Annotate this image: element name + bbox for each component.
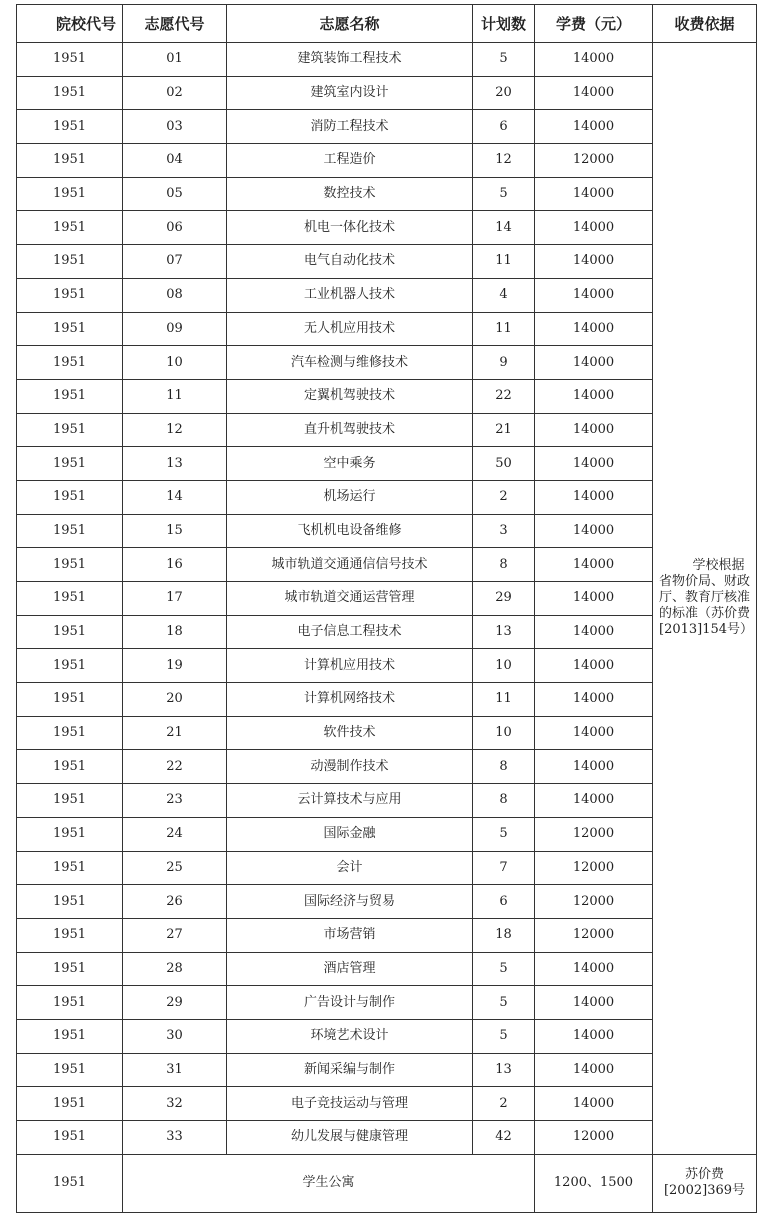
cell-tuition: 14000 [535, 784, 653, 818]
cell-plan: 4 [473, 278, 535, 312]
table-row [17, 1087, 757, 1121]
dorm-row [17, 1154, 757, 1212]
cell-plan: 21 [473, 413, 535, 447]
cell-major-code: 11 [123, 379, 227, 413]
cell-school-code: 1951 [17, 1121, 123, 1155]
cell-tuition: 14000 [535, 683, 653, 717]
cell-school-code: 1951 [17, 211, 123, 245]
header-tuition: 学费（元） [535, 5, 653, 43]
cell-major-name: 工业机器人技术 [227, 278, 473, 312]
cell-tuition: 12000 [535, 885, 653, 919]
table-row [17, 784, 757, 818]
table-row [17, 1121, 757, 1155]
cell-major-code: 10 [123, 346, 227, 380]
cell-tuition: 14000 [535, 952, 653, 986]
cell-major-code: 15 [123, 514, 227, 548]
cell-major-code: 14 [123, 480, 227, 514]
cell-major-name: 广告设计与制作 [227, 986, 473, 1020]
table-row [17, 278, 757, 312]
table-row [17, 480, 757, 514]
cell-school-code: 1951 [17, 110, 123, 144]
cell-major-name: 电子竞技运动与管理 [227, 1087, 473, 1121]
cell-plan: 10 [473, 649, 535, 683]
cell-plan: 8 [473, 548, 535, 582]
dorm-basis: 苏价费[2002]369号 [653, 1154, 757, 1212]
cell-major-code: 28 [123, 952, 227, 986]
table-row [17, 1019, 757, 1053]
cell-plan: 20 [473, 76, 535, 110]
cell-major-name: 空中乘务 [227, 447, 473, 481]
cell-major-code: 18 [123, 615, 227, 649]
cell-tuition: 14000 [535, 649, 653, 683]
cell-plan: 6 [473, 110, 535, 144]
cell-plan: 11 [473, 683, 535, 717]
cell-tuition: 14000 [535, 110, 653, 144]
table-row [17, 514, 757, 548]
table-row [17, 918, 757, 952]
table-row [17, 885, 757, 919]
cell-major-name: 动漫制作技术 [227, 750, 473, 784]
cell-tuition: 14000 [535, 548, 653, 582]
cell-major-code: 03 [123, 110, 227, 144]
cell-tuition: 14000 [535, 1053, 653, 1087]
cell-major-name: 软件技术 [227, 716, 473, 750]
cell-tuition: 12000 [535, 817, 653, 851]
cell-plan: 2 [473, 1087, 535, 1121]
cell-plan: 8 [473, 750, 535, 784]
cell-tuition: 14000 [535, 76, 653, 110]
cell-plan: 3 [473, 514, 535, 548]
table-row [17, 615, 757, 649]
cell-school-code: 1951 [17, 918, 123, 952]
cell-plan: 12 [473, 144, 535, 178]
cell-major-name: 会计 [227, 851, 473, 885]
header-major-code: 志愿代号 [123, 5, 227, 43]
cell-tuition: 14000 [535, 615, 653, 649]
cell-basis: 学校根据省物价局、财政厅、教育厅核准的标准（苏价费[2013]154号） [653, 43, 757, 1155]
cell-tuition: 14000 [535, 177, 653, 211]
cell-tuition: 14000 [535, 582, 653, 616]
table-row [17, 177, 757, 211]
header-school-code: 院校代号 [17, 5, 123, 43]
cell-tuition: 14000 [535, 1087, 653, 1121]
cell-plan: 11 [473, 245, 535, 279]
cell-major-name: 消防工程技术 [227, 110, 473, 144]
cell-school-code: 1951 [17, 379, 123, 413]
cell-major-name: 机场运行 [227, 480, 473, 514]
cell-major-name: 机电一体化技术 [227, 211, 473, 245]
cell-tuition: 14000 [535, 716, 653, 750]
table-row [17, 245, 757, 279]
cell-major-code: 09 [123, 312, 227, 346]
table-row [17, 1053, 757, 1087]
cell-school-code: 1951 [17, 582, 123, 616]
table-row [17, 683, 757, 717]
cell-major-name: 国际金融 [227, 817, 473, 851]
cell-major-name: 环境艺术设计 [227, 1019, 473, 1053]
cell-plan: 7 [473, 851, 535, 885]
table-row [17, 649, 757, 683]
cell-major-code: 24 [123, 817, 227, 851]
cell-major-code: 31 [123, 1053, 227, 1087]
fee-table [16, 4, 757, 1213]
cell-major-code: 29 [123, 986, 227, 1020]
cell-plan: 13 [473, 1053, 535, 1087]
table-row [17, 716, 757, 750]
table-row [17, 447, 757, 481]
cell-major-name: 电气自动化技术 [227, 245, 473, 279]
table-row [17, 851, 757, 885]
table-row [17, 582, 757, 616]
cell-major-code: 20 [123, 683, 227, 717]
cell-major-name: 建筑室内设计 [227, 76, 473, 110]
cell-tuition: 14000 [535, 379, 653, 413]
cell-major-name: 建筑装饰工程技术 [227, 43, 473, 77]
cell-major-code: 06 [123, 211, 227, 245]
cell-plan: 11 [473, 312, 535, 346]
cell-school-code: 1951 [17, 885, 123, 919]
cell-school-code: 1951 [17, 716, 123, 750]
cell-plan: 10 [473, 716, 535, 750]
cell-major-code: 04 [123, 144, 227, 178]
cell-tuition: 14000 [535, 43, 653, 77]
cell-major-name: 电子信息工程技术 [227, 615, 473, 649]
header-major-name: 志愿名称 [227, 5, 473, 43]
cell-major-name: 城市轨道交通运营管理 [227, 582, 473, 616]
cell-major-code: 05 [123, 177, 227, 211]
table-row [17, 312, 757, 346]
cell-tuition: 14000 [535, 413, 653, 447]
cell-school-code: 1951 [17, 413, 123, 447]
cell-major-code: 16 [123, 548, 227, 582]
cell-major-code: 30 [123, 1019, 227, 1053]
cell-plan: 18 [473, 918, 535, 952]
table-row [17, 211, 757, 245]
cell-school-code: 1951 [17, 851, 123, 885]
cell-tuition: 12000 [535, 918, 653, 952]
cell-plan: 5 [473, 986, 535, 1020]
cell-plan: 5 [473, 1019, 535, 1053]
cell-tuition: 14000 [535, 346, 653, 380]
table-row [17, 379, 757, 413]
cell-school-code: 1951 [17, 683, 123, 717]
cell-major-name: 直升机驾驶技术 [227, 413, 473, 447]
cell-school-code: 1951 [17, 447, 123, 481]
cell-major-name: 云计算技术与应用 [227, 784, 473, 818]
table-row [17, 43, 757, 77]
cell-school-code: 1951 [17, 817, 123, 851]
header-plan: 计划数 [473, 5, 535, 43]
cell-tuition: 14000 [535, 312, 653, 346]
cell-major-code: 23 [123, 784, 227, 818]
cell-major-code: 22 [123, 750, 227, 784]
cell-plan: 5 [473, 817, 535, 851]
cell-plan: 13 [473, 615, 535, 649]
cell-school-code: 1951 [17, 1087, 123, 1121]
cell-plan: 2 [473, 480, 535, 514]
header-row [17, 5, 757, 43]
cell-tuition: 14000 [535, 480, 653, 514]
cell-plan: 50 [473, 447, 535, 481]
cell-school-code: 1951 [17, 1019, 123, 1053]
cell-tuition: 14000 [535, 278, 653, 312]
cell-major-code: 01 [123, 43, 227, 77]
cell-major-code: 26 [123, 885, 227, 919]
cell-tuition: 14000 [535, 211, 653, 245]
table-row [17, 413, 757, 447]
cell-major-code: 21 [123, 716, 227, 750]
cell-plan: 9 [473, 346, 535, 380]
cell-plan: 22 [473, 379, 535, 413]
cell-tuition: 12000 [535, 1121, 653, 1155]
cell-school-code: 1951 [17, 548, 123, 582]
dorm-school-code: 1951 [17, 1154, 123, 1212]
cell-major-code: 08 [123, 278, 227, 312]
cell-major-name: 数控技术 [227, 177, 473, 211]
cell-major-code: 25 [123, 851, 227, 885]
cell-school-code: 1951 [17, 1053, 123, 1087]
cell-school-code: 1951 [17, 480, 123, 514]
cell-major-name: 市场营销 [227, 918, 473, 952]
cell-tuition: 14000 [535, 514, 653, 548]
cell-school-code: 1951 [17, 952, 123, 986]
table-body [17, 43, 757, 1213]
cell-plan: 5 [473, 43, 535, 77]
cell-major-code: 12 [123, 413, 227, 447]
cell-plan: 5 [473, 952, 535, 986]
cell-tuition: 14000 [535, 245, 653, 279]
cell-school-code: 1951 [17, 986, 123, 1020]
dorm-fee: 1200、1500 [535, 1154, 653, 1212]
header-basis: 收费依据 [653, 5, 757, 43]
cell-major-name: 计算机网络技术 [227, 683, 473, 717]
cell-major-name: 城市轨道交通通信信号技术 [227, 548, 473, 582]
cell-major-code: 07 [123, 245, 227, 279]
dorm-name: 学生公寓 [123, 1154, 535, 1212]
cell-school-code: 1951 [17, 784, 123, 818]
cell-school-code: 1951 [17, 649, 123, 683]
cell-school-code: 1951 [17, 76, 123, 110]
cell-school-code: 1951 [17, 177, 123, 211]
cell-tuition: 14000 [535, 986, 653, 1020]
cell-plan: 29 [473, 582, 535, 616]
cell-plan: 42 [473, 1121, 535, 1155]
cell-major-name: 计算机应用技术 [227, 649, 473, 683]
cell-major-code: 17 [123, 582, 227, 616]
cell-major-name: 飞机机电设备维修 [227, 514, 473, 548]
cell-major-code: 02 [123, 76, 227, 110]
cell-tuition: 12000 [535, 851, 653, 885]
table-row [17, 144, 757, 178]
cell-school-code: 1951 [17, 245, 123, 279]
cell-major-name: 幼儿发展与健康管理 [227, 1121, 473, 1155]
cell-major-name: 汽车检测与维修技术 [227, 346, 473, 380]
cell-tuition: 14000 [535, 750, 653, 784]
table-row [17, 750, 757, 784]
cell-plan: 6 [473, 885, 535, 919]
cell-school-code: 1951 [17, 346, 123, 380]
table-row [17, 817, 757, 851]
cell-major-code: 32 [123, 1087, 227, 1121]
cell-tuition: 14000 [535, 447, 653, 481]
cell-major-name: 酒店管理 [227, 952, 473, 986]
cell-tuition: 12000 [535, 144, 653, 178]
cell-school-code: 1951 [17, 144, 123, 178]
cell-major-name: 工程造价 [227, 144, 473, 178]
cell-major-name: 无人机应用技术 [227, 312, 473, 346]
cell-plan: 5 [473, 177, 535, 211]
cell-school-code: 1951 [17, 43, 123, 77]
cell-school-code: 1951 [17, 312, 123, 346]
cell-major-code: 27 [123, 918, 227, 952]
table-row [17, 110, 757, 144]
cell-tuition: 14000 [535, 1019, 653, 1053]
cell-major-name: 定翼机驾驶技术 [227, 379, 473, 413]
cell-school-code: 1951 [17, 514, 123, 548]
cell-plan: 8 [473, 784, 535, 818]
cell-plan: 14 [473, 211, 535, 245]
table-row [17, 986, 757, 1020]
cell-major-code: 19 [123, 649, 227, 683]
cell-school-code: 1951 [17, 615, 123, 649]
table-row [17, 76, 757, 110]
cell-major-code: 13 [123, 447, 227, 481]
table-row [17, 548, 757, 582]
cell-school-code: 1951 [17, 750, 123, 784]
cell-major-name: 国际经济与贸易 [227, 885, 473, 919]
table-row [17, 952, 757, 986]
cell-major-code: 33 [123, 1121, 227, 1155]
cell-major-name: 新闻采编与制作 [227, 1053, 473, 1087]
table-row [17, 346, 757, 380]
cell-school-code: 1951 [17, 278, 123, 312]
